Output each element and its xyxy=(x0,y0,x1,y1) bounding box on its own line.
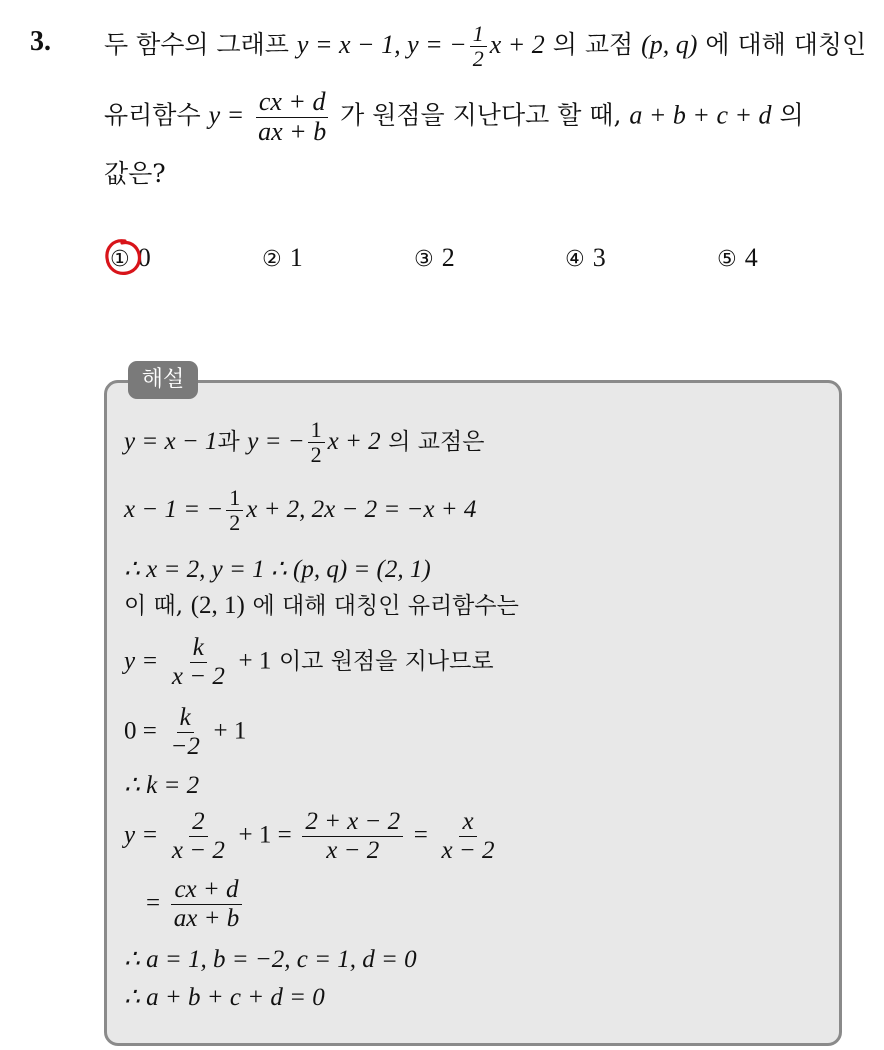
numerator: 2 xyxy=(189,808,208,837)
solution-tag: 해설 xyxy=(128,361,198,399)
denominator: 2 xyxy=(229,510,241,536)
question-text: 값은? xyxy=(104,159,166,188)
question-line-2 xyxy=(104,88,804,146)
equation: y = − xyxy=(247,428,305,456)
numerator: cx + d xyxy=(256,88,329,118)
equation: y = x − 1, y = − xyxy=(296,30,467,60)
choice-marker: ② xyxy=(262,247,282,272)
choice-value: 0 xyxy=(137,243,151,272)
numerator: k xyxy=(190,634,207,663)
solution-line-6 xyxy=(124,704,246,760)
choice-4[interactable] xyxy=(565,243,606,273)
numerator: 1 xyxy=(308,418,325,443)
denominator: x − 2 xyxy=(171,836,225,864)
denominator: 2 xyxy=(310,442,322,468)
fraction xyxy=(169,808,228,864)
equation: 0 = xyxy=(124,717,157,745)
question-text: 가 원점을 지난다고 할 때, xyxy=(340,100,622,130)
equation: + 1 xyxy=(213,717,247,745)
question-text: 두 함수의 그래프 xyxy=(104,30,289,60)
choice-marker: ① xyxy=(110,247,130,272)
choice-3[interactable] xyxy=(414,243,455,273)
numerator: 2 + x − 2 xyxy=(302,808,403,837)
solution-text: 이 때, xyxy=(124,593,184,619)
question-text: 의 xyxy=(779,100,804,130)
numerator: x xyxy=(459,808,476,837)
equation: y = xyxy=(124,647,159,675)
denominator: −2 xyxy=(170,732,200,760)
equation: ∴ k = 2 xyxy=(124,772,200,799)
choice-2[interactable] xyxy=(262,243,303,273)
fraction xyxy=(169,634,228,690)
solution-text: 과 xyxy=(217,429,240,456)
question-text: 유리함수 xyxy=(104,100,201,130)
fraction xyxy=(308,418,325,467)
choice-marker: ⑤ xyxy=(717,247,737,272)
selected-answer-circle-icon xyxy=(103,236,143,278)
equation: ∴ x = 2, y = 1 ∴ (p, q) = (2, 1) xyxy=(124,556,431,583)
solution-line-8 xyxy=(124,808,501,864)
equation: y = xyxy=(124,821,159,849)
choice-5[interactable] xyxy=(717,243,758,273)
choice-marker: ③ xyxy=(414,247,434,272)
fraction xyxy=(470,22,487,71)
denominator: 2 xyxy=(472,46,484,72)
equation: = xyxy=(146,889,161,917)
numerator: 1 xyxy=(226,486,243,511)
fraction xyxy=(302,808,403,864)
point-label: (p, q) xyxy=(641,30,698,60)
solution-line-2 xyxy=(124,486,476,535)
fraction xyxy=(171,876,242,932)
choice-value: 1 xyxy=(289,243,303,272)
equation: y = xyxy=(208,100,245,130)
equation: + 1 = xyxy=(238,821,292,849)
equation: = xyxy=(413,821,428,849)
equation: x + 2, 2x − 2 = −x + 4 xyxy=(246,496,477,524)
question-text: 의 교점 xyxy=(552,30,634,60)
fraction xyxy=(226,486,243,535)
numerator: cx + d xyxy=(171,876,241,905)
choice-value: 3 xyxy=(592,243,606,272)
solution-text: 에 대해 대칭인 유리함수는 xyxy=(252,593,519,619)
fraction xyxy=(439,808,498,864)
point-label: (2, 1) xyxy=(190,592,245,619)
solution-line-1 xyxy=(124,418,484,467)
denominator: x − 2 xyxy=(171,662,225,690)
solution-line-4 xyxy=(124,590,519,621)
equation: ∴ a = 1, b = −2, c = 1, d = 0 xyxy=(124,946,417,973)
fraction xyxy=(168,704,203,760)
denominator: ax + b xyxy=(258,116,327,146)
numerator: k xyxy=(177,704,194,733)
solution-line-7 xyxy=(124,770,199,801)
equation: x − 1 = − xyxy=(124,496,224,524)
fraction xyxy=(255,88,329,146)
solution-text: 이고 원점을 지나므로 xyxy=(278,648,494,675)
solution-line-11 xyxy=(124,982,325,1013)
equation: + 1 xyxy=(238,647,272,675)
solution-line-3 xyxy=(124,554,431,585)
solution-text: 의 교점은 xyxy=(388,429,485,456)
equation: ∴ a + b + c + d = 0 xyxy=(124,984,325,1011)
choice-value: 4 xyxy=(744,243,758,272)
choice-marker: ④ xyxy=(565,247,585,272)
choice-value: 2 xyxy=(441,243,455,272)
question-line-1 xyxy=(104,22,866,71)
question-number: 3. xyxy=(30,26,51,57)
equation: y = x − 1 xyxy=(124,428,218,456)
numerator: 1 xyxy=(470,22,487,47)
denominator: x − 2 xyxy=(441,836,495,864)
solution-line-9 xyxy=(146,876,245,932)
denominator: ax + b xyxy=(173,904,240,932)
equation: x + 2 xyxy=(327,428,381,456)
solution-line-5 xyxy=(124,634,494,690)
question-line-3 xyxy=(104,156,166,192)
sum-expression: a + b + c + d xyxy=(629,100,772,130)
solution-line-10 xyxy=(124,944,417,975)
denominator: x − 2 xyxy=(326,836,380,864)
equation: x + 2 xyxy=(489,30,545,60)
question-text: 에 대해 대칭인 xyxy=(705,30,867,60)
